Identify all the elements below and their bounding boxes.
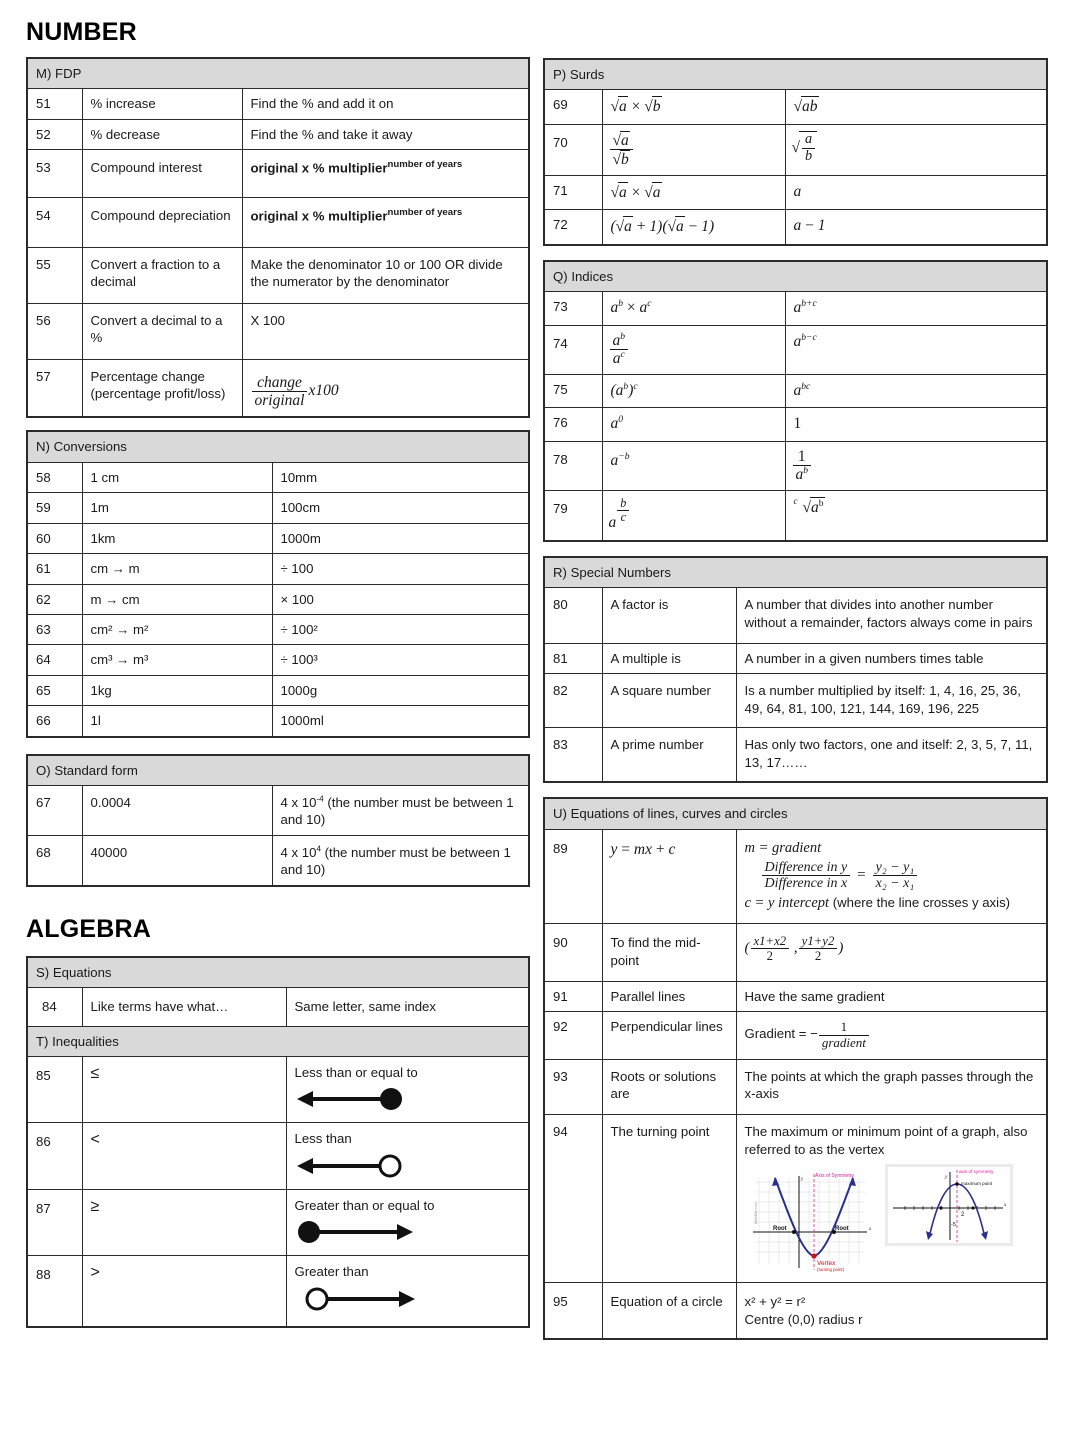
row-number: 61 <box>27 554 82 584</box>
row-term: Roots or solutions are <box>602 1059 736 1115</box>
table-row <box>27 150 529 198</box>
row-term: 1kg <box>82 675 272 705</box>
surd-expression: √a × √a <box>602 175 785 209</box>
formula-exponent: number of years <box>387 207 463 219</box>
row-definition: Find the % and add it on <box>242 89 529 119</box>
row-number: 78 <box>544 441 602 490</box>
row-number: 82 <box>544 674 602 728</box>
row-number: 93 <box>544 1059 602 1115</box>
percentage-change-formula <box>251 373 339 409</box>
inequality-label: Less than <box>294 1131 352 1147</box>
row-definition: 1000g <box>272 675 529 705</box>
table-row <box>544 90 1047 124</box>
index-expression: $a^0$ <box>602 408 785 442</box>
table-row <box>544 374 1047 408</box>
equals-sign: = <box>857 866 866 883</box>
row-definition: ÷ 100³ <box>272 645 529 675</box>
row-definition: × 100 <box>272 584 529 614</box>
row-definition <box>242 150 529 198</box>
table-header-indices <box>544 261 1047 292</box>
sf-note: (the number must be between 1 and 10) <box>280 844 511 878</box>
row-definition: 10mm <box>272 462 529 492</box>
row-number: 89 <box>544 829 602 924</box>
table-surds <box>543 58 1048 246</box>
fraction-numerator: change <box>252 374 308 392</box>
row-term: Compound interest <box>82 150 242 198</box>
surd-expression: $\frac{√a}{√b}$ <box>602 124 785 175</box>
index-result: $a^{b-c}$ <box>785 325 1047 374</box>
row-term: A factor is <box>602 588 736 644</box>
table-row <box>544 1012 1047 1059</box>
table-title-standard-form: O) Standard form <box>27 755 529 786</box>
row-term: y = mx + c <box>602 829 736 924</box>
table-row <box>27 675 529 705</box>
row-definition: 1000ml <box>272 706 529 737</box>
table-row <box>27 706 529 737</box>
row-definition <box>272 786 529 836</box>
row-definition: Make the denominator 10 or 100 OR divide the numerator by the denominator <box>242 247 529 303</box>
formula-tail: x100 <box>308 382 339 399</box>
row-term: 1 cm <box>82 462 272 492</box>
row-number: 87 <box>27 1189 82 1255</box>
row-number: 90 <box>544 924 602 982</box>
surd-result: a − 1 <box>785 210 1047 245</box>
table-lines-curves-circles <box>543 797 1048 1340</box>
table-row <box>27 1189 529 1255</box>
index-expression: $(a^b)^c$ <box>602 374 785 408</box>
table-conversions <box>26 430 530 737</box>
table-title-indices: Q) Indices <box>544 261 1047 292</box>
perp-frac-num: 1 <box>819 1020 869 1036</box>
row-number: 56 <box>27 303 82 359</box>
graph2-x-axis-label: x <box>1003 1203 1006 1209</box>
surd-expression: (√a + 1)(√a − 1) <box>602 210 785 245</box>
row-definition: ÷ 100 <box>272 554 529 584</box>
table-title-equations: S) Equations <box>27 957 529 988</box>
table-special-numbers <box>543 556 1048 783</box>
midpoint-y-num: y1+y2 <box>799 934 838 949</box>
graph2-axis-symmetry-label: axis of symmetry <box>958 1169 993 1175</box>
row-definition <box>736 1283 1047 1339</box>
inequality-symbol: ≥ <box>82 1189 286 1255</box>
inequality-symbol: > <box>82 1256 286 1327</box>
table-title-lines-curves-circles: U) Equations of lines, curves and circles <box>544 798 1047 829</box>
inequality-symbol: < <box>82 1123 286 1189</box>
table-header-fdp <box>27 58 529 89</box>
sf-base: 4 x 10 <box>280 795 317 811</box>
row-number: 64 <box>27 645 82 675</box>
row-number: 84 <box>27 988 82 1026</box>
row-definition: A number that divides into another number without a remainder, factors always come in pairs <box>736 588 1047 644</box>
table-header-equations <box>27 957 529 988</box>
number-line-arrow-left-filled <box>295 1084 465 1114</box>
table-row <box>544 291 1047 325</box>
row-definition <box>736 1115 1047 1283</box>
surd-result: √ $\frac{a}{b}$ <box>785 124 1047 175</box>
table-row <box>27 1123 529 1189</box>
table-row <box>27 645 529 675</box>
midpoint-x-den: 2 <box>766 949 774 964</box>
row-number: 69 <box>544 90 602 124</box>
row-number: 81 <box>544 644 602 674</box>
table-header-standard-form <box>27 755 529 786</box>
row-number: 58 <box>27 462 82 492</box>
table-row <box>27 554 529 584</box>
fraction-denominator: original <box>254 391 305 409</box>
table-row <box>27 247 529 303</box>
row-number: 91 <box>544 982 602 1012</box>
row-term: 0.0004 <box>82 786 272 836</box>
row-term: The turning point <box>602 1115 736 1283</box>
formula-exponent: number of years <box>387 159 463 171</box>
row-number: 71 <box>544 175 602 209</box>
table-row <box>27 614 529 644</box>
table-row <box>27 1256 529 1327</box>
row-definition <box>286 1189 529 1255</box>
table-row <box>544 924 1047 982</box>
row-number: 65 <box>27 675 82 705</box>
table-title-inequalities: T) Inequalities <box>27 1026 529 1056</box>
surd-expression: √a × √b <box>602 90 785 124</box>
graph2-tick-2-label: 2 <box>960 1212 964 1219</box>
row-definition: Have the same gradient <box>736 982 1047 1012</box>
row-definition: ÷ 100² <box>272 614 529 644</box>
table-row <box>27 303 529 359</box>
row-definition: Is a number multiplied by itself: 1, 4, 16, 25, 36, 49, 64, 81, 100, 121, 144, 169, 196, 225 <box>736 674 1047 728</box>
row-definition: A number in a given numbers times table <box>736 644 1047 674</box>
graph1-y-axis-label: y <box>800 1177 803 1183</box>
number-line-lt <box>295 1151 521 1185</box>
row-term: A square number <box>602 674 736 728</box>
number-line-arrow-left-open <box>295 1151 465 1181</box>
table-row <box>544 124 1047 175</box>
row-definition <box>286 1057 529 1123</box>
graph1-root-right-label: Root <box>834 1226 849 1233</box>
graph1-root-left-label: Root <box>772 1226 787 1233</box>
row-definition: Same letter, same index <box>286 988 529 1026</box>
inequality-label: Greater than <box>294 1264 369 1280</box>
table-row <box>27 359 529 417</box>
table-row <box>544 408 1047 442</box>
row-definition <box>242 359 529 417</box>
inequality-label: Greater than or equal to <box>294 1197 435 1213</box>
gradient-definition-line: m = gradient <box>744 839 822 856</box>
perpendicular-prefix: Gradient = − <box>744 1026 818 1042</box>
table-header-conversions <box>27 431 529 462</box>
row-term: Compound depreciation <box>82 198 242 248</box>
surd-result: √ab <box>785 90 1047 124</box>
row-definition: X 100 <box>242 303 529 359</box>
left-column <box>26 0 530 1328</box>
table-row <box>544 588 1047 644</box>
page-title-number: NUMBER <box>26 18 137 46</box>
row-number: 51 <box>27 89 82 119</box>
row-number: 54 <box>27 198 82 248</box>
sf-exponent: -4 <box>316 794 324 804</box>
table-row <box>27 493 529 523</box>
coords-frac-den: x₂ − x₁ <box>875 876 915 892</box>
intercept-definition <box>745 894 1039 913</box>
graph2-tick-minus5-label: -5 <box>950 1222 956 1229</box>
row-definition <box>736 924 1047 982</box>
gradient-formula <box>761 860 1039 892</box>
row-term: Convert a fraction to a decimal <box>82 247 242 303</box>
gradient-frac-den: Difference in x <box>764 876 848 892</box>
row-term: Like terms have what… <box>82 988 286 1026</box>
coords-frac-num: y₂ − y₁ <box>873 860 918 877</box>
table-header-lines-curves-circles <box>544 798 1047 829</box>
formula-text: original x % multiplier <box>250 160 388 176</box>
table-row <box>544 1059 1047 1115</box>
table-equations <box>26 956 530 1328</box>
table-title-conversions: N) Conversions <box>27 431 529 462</box>
row-number: 80 <box>544 588 602 644</box>
row-number: 88 <box>27 1256 82 1327</box>
table-standard-form <box>26 754 530 887</box>
table-row <box>544 325 1047 374</box>
row-definition: Find the % and take it away <box>242 119 529 149</box>
row-definition: Has only two factors, one and itself: 2, 3, 5, 7, 11, 13, 17…… <box>736 728 1047 782</box>
inequality-label: Less than or equal to <box>294 1065 418 1081</box>
number-line-gt <box>295 1284 521 1318</box>
row-number: 59 <box>27 493 82 523</box>
table-row <box>544 490 1047 541</box>
row-term: 1km <box>82 523 272 553</box>
row-number: 74 <box>544 325 602 374</box>
circle-equation: x² + y² = r² <box>744 1294 806 1310</box>
row-term: Convert a decimal to a % <box>82 303 242 359</box>
row-number: 72 <box>544 210 602 245</box>
index-result: $a^{bc}$ <box>785 374 1047 408</box>
row-definition <box>272 835 529 885</box>
row-term: Equation of a circle <box>602 1283 736 1339</box>
sf-note: (the number must be between 1 and 10) <box>280 795 514 828</box>
table-row <box>27 119 529 149</box>
row-number: 76 <box>544 408 602 442</box>
row-term: cm → m <box>82 554 272 584</box>
row-number: 63 <box>27 614 82 644</box>
parabola-maximum-graph <box>885 1164 1013 1246</box>
index-expression: $\frac{a^b}{a^c}$ <box>602 325 785 374</box>
graph1-vertex-label: Vertex <box>816 1260 835 1268</box>
table-fdp <box>26 57 530 418</box>
table-indices <box>543 260 1048 542</box>
midpoint-formula: ( $\frac{x1+x2}{2}$ , $\frac{y1+y2}{2}$ ) <box>744 934 844 964</box>
sf-exponent: 4 <box>316 844 321 854</box>
table-row <box>544 1115 1047 1283</box>
row-term: To find the mid-point <box>602 924 736 982</box>
table-header-inequalities <box>27 1026 529 1056</box>
table-row <box>544 829 1047 924</box>
row-term: A prime number <box>602 728 736 782</box>
table-header-special-numbers <box>544 557 1047 588</box>
graph2-maximum-point-label: maximum point <box>960 1181 992 1187</box>
row-number: 79 <box>544 490 602 541</box>
table-row <box>27 462 529 492</box>
page-title-algebra: ALGEBRA <box>26 914 152 943</box>
row-number: 68 <box>27 835 82 885</box>
row-term: Perpendicular lines <box>602 1012 736 1059</box>
number-line-arrow-right-open <box>295 1284 465 1314</box>
table-title-surds: P) Surds <box>544 59 1047 90</box>
sf-base: 4 x 10 <box>280 844 317 860</box>
index-result: $\frac{1}{a^b}$ <box>785 441 1047 490</box>
inequality-symbol: ≤ <box>82 1057 286 1123</box>
row-number: 57 <box>27 359 82 417</box>
row-number: 94 <box>544 1115 602 1283</box>
number-line-arrow-right-filled <box>295 1217 465 1247</box>
table-row <box>544 441 1047 490</box>
table-row <box>544 644 1047 674</box>
row-number: 55 <box>27 247 82 303</box>
row-definition <box>286 1123 529 1189</box>
row-number: 67 <box>27 786 82 836</box>
row-definition: 100cm <box>272 493 529 523</box>
row-number: 75 <box>544 374 602 408</box>
table-row <box>27 198 529 248</box>
row-number: 85 <box>27 1057 82 1123</box>
table-title-special-numbers: R) Special Numbers <box>544 557 1047 588</box>
perp-frac-den: gradient <box>821 1035 866 1050</box>
row-number: 70 <box>544 124 602 175</box>
table-row <box>27 89 529 119</box>
number-line-le <box>295 1084 521 1118</box>
row-term: m → cm <box>82 584 272 614</box>
row-number: 53 <box>27 150 82 198</box>
table-header-surds <box>544 59 1047 90</box>
table-row <box>27 523 529 553</box>
row-term: 1m <box>82 493 272 523</box>
graph1-x-axis-label: x <box>868 1227 871 1233</box>
table-title-fdp: M) FDP <box>27 58 529 89</box>
table-row <box>544 728 1047 782</box>
right-column <box>543 0 1048 1340</box>
row-number: 86 <box>27 1123 82 1189</box>
row-term: % increase <box>82 89 242 119</box>
row-term: 1l <box>82 706 272 737</box>
table-row <box>27 835 529 885</box>
turning-point-graphs <box>745 1164 1039 1274</box>
table-row <box>544 210 1047 245</box>
index-result: $a^{b+c}$ <box>785 291 1047 325</box>
midpoint-x-num: x1+x2 <box>751 934 790 949</box>
row-term: cm² → m² <box>82 614 272 644</box>
row-term: Percentage change (percentage profit/loss) <box>82 359 242 417</box>
parabola-minimum-graph <box>745 1164 875 1274</box>
graph1-axis-symmetry-label: Axis of Symmetry <box>814 1173 854 1180</box>
gradient-frac-num: Difference in y <box>762 860 851 877</box>
row-term: % decrease <box>82 119 242 149</box>
formula-text: original x % multiplier <box>250 208 388 224</box>
midpoint-y-den: 2 <box>814 949 822 964</box>
table-row <box>544 674 1047 728</box>
row-number: 66 <box>27 706 82 737</box>
row-term: Parallel lines <box>602 982 736 1012</box>
row-definition <box>242 198 529 248</box>
row-number: 73 <box>544 291 602 325</box>
turning-point-definition: The maximum or minimum point of a graph, also referred to as the vertex <box>744 1124 1028 1157</box>
row-definition <box>286 1256 529 1327</box>
row-definition: The points at which the graph passes through the x-axis <box>736 1059 1047 1115</box>
index-result: 1 <box>785 408 1047 442</box>
table-row <box>544 175 1047 209</box>
graph1-watermark: MathBits.com <box>753 1202 758 1225</box>
table-row <box>27 786 529 836</box>
row-number: 95 <box>544 1283 602 1339</box>
circle-centre-radius: Centre (0,0) radius r <box>744 1311 863 1327</box>
row-number: 60 <box>27 523 82 553</box>
row-definition <box>736 1012 1047 1059</box>
row-number: 92 <box>544 1012 602 1059</box>
graph2-y-axis-label: y <box>944 1174 947 1181</box>
row-number: 83 <box>544 728 602 782</box>
row-definition <box>736 829 1047 924</box>
table-row <box>544 982 1047 1012</box>
graph1-vertex-sublabel: (turning point) <box>816 1267 844 1273</box>
table-row <box>27 1057 529 1123</box>
row-definition: 1000m <box>272 523 529 553</box>
table-row <box>27 584 529 614</box>
index-result: c $√a^b$ <box>785 490 1047 541</box>
intercept-note: (where the line crosses y axis) <box>829 895 1011 911</box>
number-line-ge <box>295 1217 521 1251</box>
row-term: 40000 <box>82 835 272 885</box>
table-row <box>544 1283 1047 1339</box>
index-expression: $a^{-b}$ <box>602 441 785 490</box>
index-expression: a $\frac{b}{c}$ <box>602 490 785 541</box>
row-number: 52 <box>27 119 82 149</box>
surd-result: a <box>785 175 1047 209</box>
row-number: 62 <box>27 584 82 614</box>
index-expression: $a^b \times a^c$ <box>602 291 785 325</box>
intercept-math: c = y intercept <box>744 895 830 912</box>
row-term: A multiple is <box>602 644 736 674</box>
row-term: cm³ → m³ <box>82 645 272 675</box>
table-row <box>27 988 529 1026</box>
